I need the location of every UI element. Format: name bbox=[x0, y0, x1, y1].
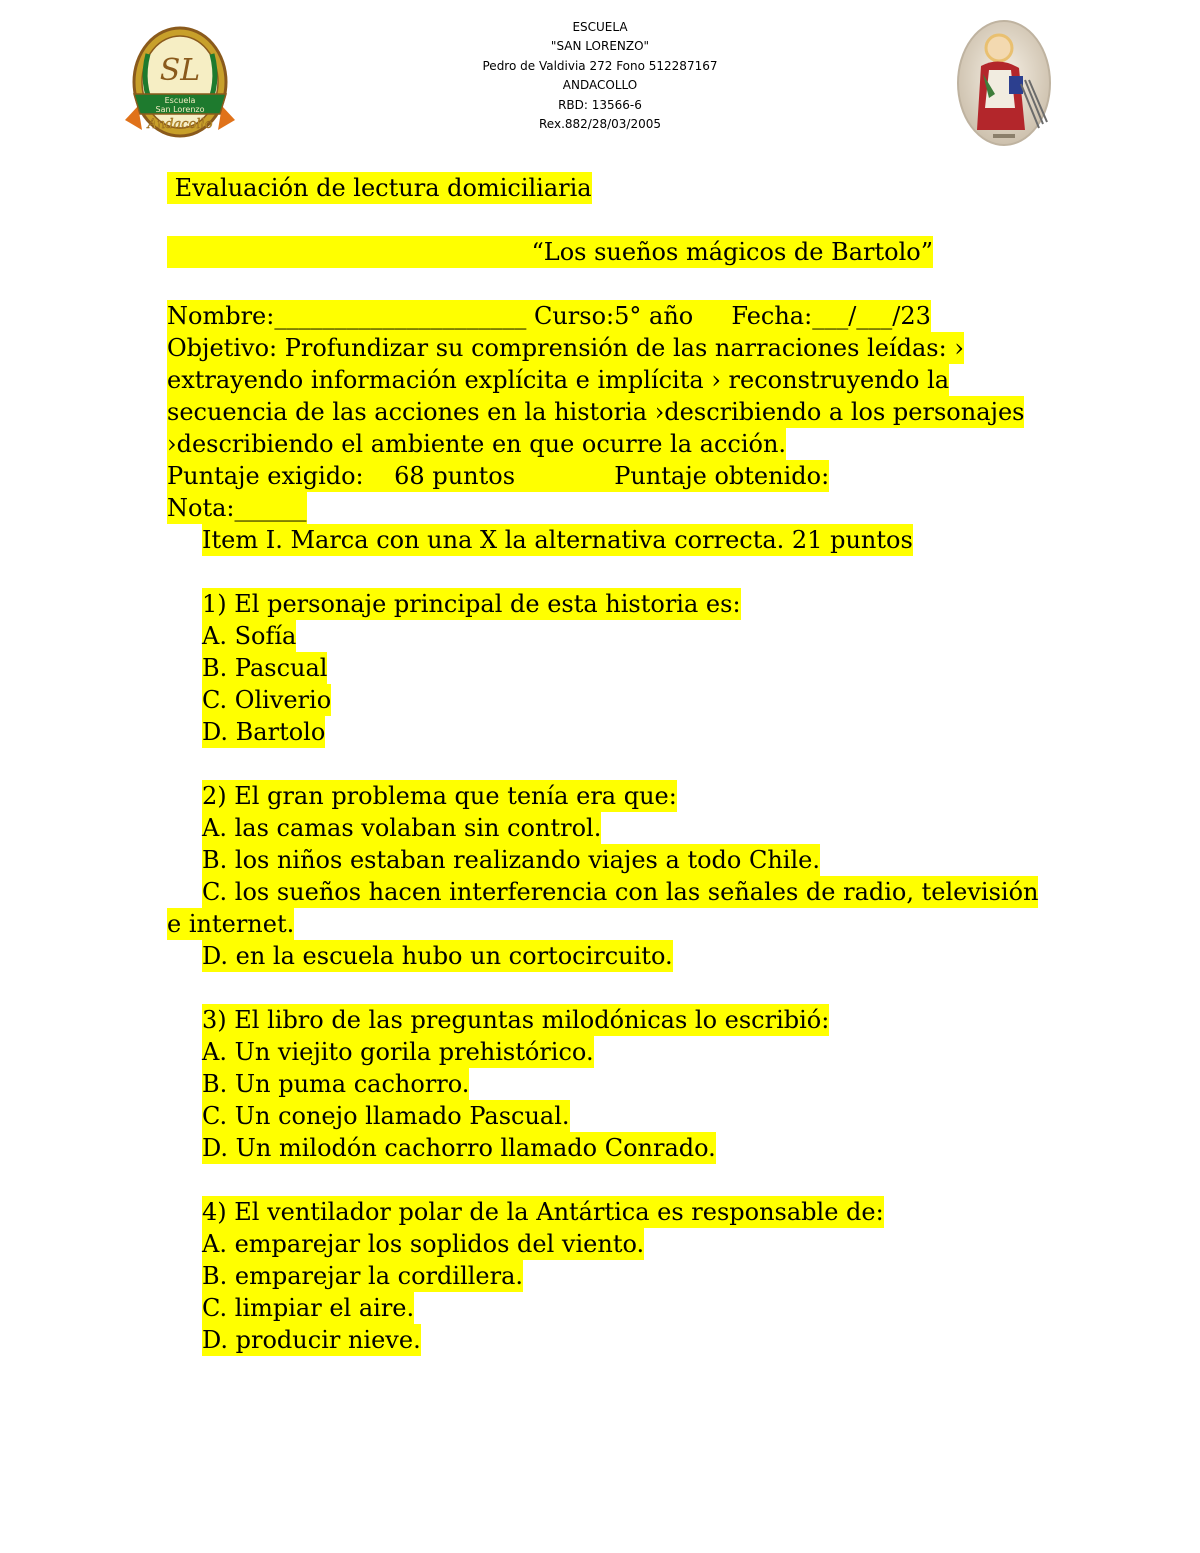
objective-line-3: secuencia de las acciones en la historia ›describiendo a los personajes bbox=[167, 398, 1025, 426]
saint-medallion-image bbox=[955, 18, 1053, 148]
school-line-3: Pedro de Valdivia 272 Fono 512287167 bbox=[482, 58, 718, 73]
student-info-line: Nombre:_____________________ Curso:5° año Fecha:___/___/23 bbox=[167, 302, 931, 330]
score-line: Puntaje exigido: 68 puntos Puntaje obtenido: bbox=[167, 462, 830, 490]
question-3-prompt: 3) El libro de las preguntas milodónicas lo escribió: bbox=[202, 1006, 830, 1034]
school-header bbox=[380, 18, 820, 134]
question-1-prompt: 1) El personaje principal de esta historia es: bbox=[202, 590, 741, 618]
question-4-option-a[interactable]: A. emparejar los soplidos del viento. bbox=[202, 1230, 645, 1258]
question-2-prompt: 2) El gran problema que tenía era que: bbox=[202, 782, 677, 810]
logo-monogram: SL bbox=[159, 53, 201, 88]
story-title: “Los sueños mágicos de Bartolo” bbox=[167, 236, 933, 268]
school-line-4: ANDACOLLO bbox=[562, 78, 638, 93]
question-4-prompt: 4) El ventilador polar de la Antártica es responsable de: bbox=[202, 1198, 884, 1226]
objective-line-1: Objetivo: Profundizar su comprensión de las narraciones leídas: › bbox=[167, 334, 964, 362]
logo-banner-line2: San Lorenzo bbox=[155, 105, 205, 114]
question-3-option-a[interactable]: A. Un viejito gorila prehistórico. bbox=[202, 1038, 594, 1066]
question-2-option-a[interactable]: A. las camas volaban sin control. bbox=[202, 814, 602, 842]
objective-line-2: extrayendo información explícita e implícita › reconstruyendo la bbox=[167, 366, 950, 394]
question-3-option-c[interactable]: C. Un conejo llamado Pascual. bbox=[202, 1102, 570, 1130]
question-2-option-c[interactable]: C. los sueños hacen interferencia con las señales de radio, televisión bbox=[202, 878, 1039, 906]
objective-line-4: ›describiendo el ambiente en que ocurre la acción. bbox=[167, 430, 787, 458]
school-line-1: ESCUELA bbox=[572, 20, 628, 34]
exam-title: Evaluación de lectura domiciliaria bbox=[167, 174, 592, 202]
question-1-option-c[interactable]: C. Oliverio bbox=[202, 686, 332, 714]
question-1-option-b[interactable]: B. Pascual bbox=[202, 654, 328, 682]
school-line-5: RBD: 13566-6 bbox=[558, 97, 642, 112]
question-4-option-d[interactable]: D. producir nieve. bbox=[202, 1326, 421, 1354]
school-line-2: "SAN LORENZO" bbox=[550, 39, 650, 54]
school-logo bbox=[120, 24, 240, 148]
question-4-option-b[interactable]: B. emparejar la cordillera. bbox=[202, 1262, 524, 1290]
school-line-6: Rex.882/28/03/2005 bbox=[539, 117, 661, 132]
question-3-option-b[interactable]: B. Un puma cachorro. bbox=[202, 1070, 470, 1098]
question-2-option-c-continued[interactable]: e internet. bbox=[167, 910, 295, 938]
question-2-option-b[interactable]: B. los niños estaban realizando viajes a todo Chile. bbox=[202, 846, 820, 874]
question-4-option-c[interactable]: C. limpiar el aire. bbox=[202, 1294, 415, 1322]
question-3-option-d[interactable]: D. Un milodón cachorro llamado Conrado. bbox=[202, 1134, 716, 1162]
grade-line: Nota:______ bbox=[167, 494, 307, 522]
item-heading: Item I. Marca con una X la alternativa correcta. 21 puntos bbox=[202, 526, 913, 554]
question-2-option-d[interactable]: D. en la escuela hubo un cortocircuito. bbox=[202, 942, 673, 970]
question-1-option-d[interactable]: D. Bartolo bbox=[202, 718, 326, 746]
saint-head-icon bbox=[986, 35, 1012, 61]
logo-banner-line1: Escuela bbox=[164, 96, 196, 105]
caption-plate-icon bbox=[993, 134, 1015, 138]
logo-script-text: Andacollo bbox=[147, 117, 213, 132]
question-1-option-a[interactable]: A. Sofía bbox=[202, 622, 297, 650]
